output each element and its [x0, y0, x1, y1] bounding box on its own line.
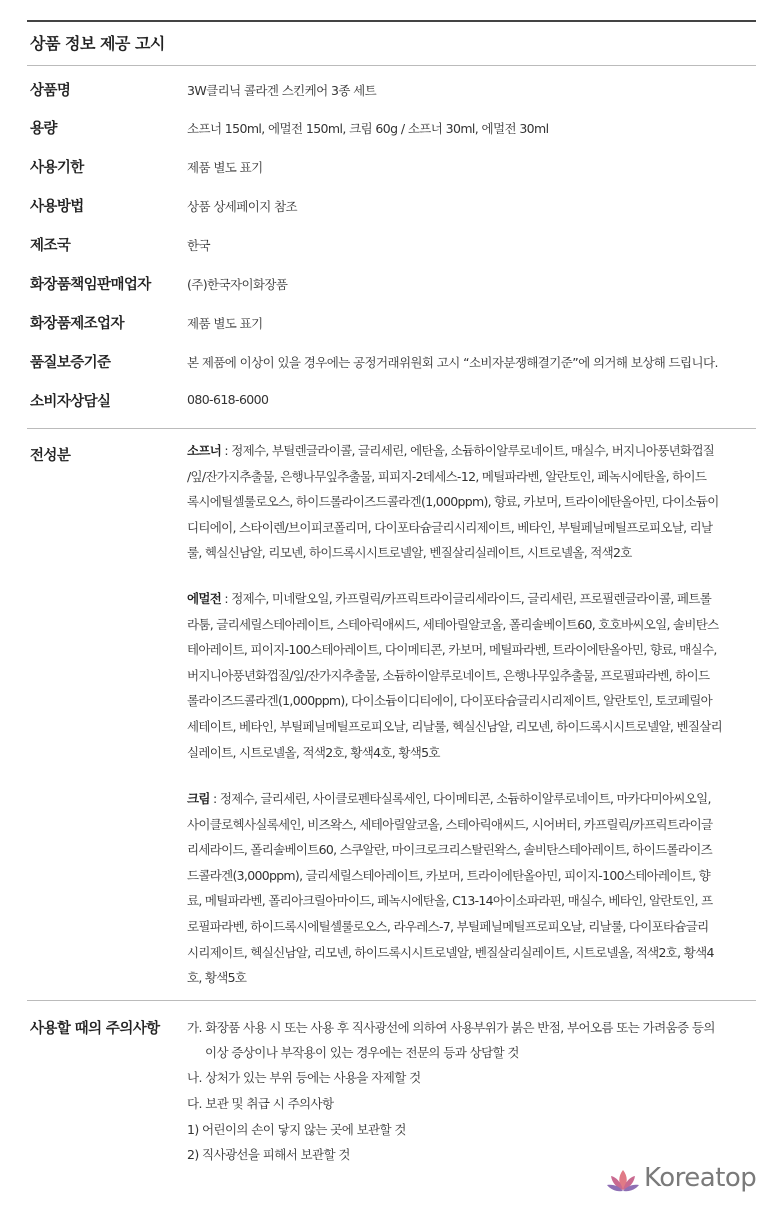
- koreatop-logo: [606, 1163, 776, 1199]
- ingredient-line: 크림 : 정제수, 글리세린, 사이클로펜타실록세인, 다이메티콘, 소듐하이알루로네이트, 마카다미아씨오일,: [187, 791, 711, 806]
- cream-ingredients: [187, 786, 761, 991]
- ingredient-line: 호, 황색5호: [187, 970, 247, 986]
- row-value: 한국: [187, 238, 210, 253]
- caution-line: 다. 보관 및 취급 시 주의사항: [187, 1096, 334, 1111]
- softener-ingredients: [187, 438, 761, 566]
- section-divider: [27, 428, 756, 429]
- ingredient-line: 디티에이, 스타이렌/브이피코폴리머, 다이포타슘글리시리제이트, 베타인, 부틸페닐메틸프로피오날, 리날: [187, 519, 713, 535]
- emulsion-ingredients: [187, 586, 761, 765]
- row-value: 제품 별도 표기: [187, 316, 263, 331]
- ingredient-line: 리세라이드, 폴리솔베이트60, 스쿠알란, 마이크로크리스탈린왁스, 솔비탄스테아레이트, 하이드롤라이즈: [187, 842, 712, 858]
- section-divider: [27, 1000, 756, 1001]
- row-value: 본 제품에 이상이 있을 경우에는 공정거래위원회 고시 “소비자분쟁해결기준”에 의거해 보상해 드립니다.: [187, 355, 718, 370]
- row-label: 소비자상담실: [30, 394, 111, 410]
- caution-line: 1) 어린이의 손이 닿지 않는 곳에 보관할 것: [187, 1122, 406, 1137]
- row-value: (주)한국자이화장품: [187, 277, 288, 292]
- row-label: 화장품책임판매업자: [30, 277, 151, 293]
- ingredients-label: 전성분: [30, 448, 71, 464]
- title-divider: [27, 65, 756, 66]
- row-value: 제품 별도 표기: [187, 160, 263, 175]
- lotus-icon: [606, 1167, 640, 1197]
- ingredient-line: 드콜라겐(3,000ppm), 글리세릴스테아레이트, 카보머, 트라이에탄올아민, 피이지-100스테아레이트, 향: [187, 867, 711, 883]
- caution-line: 2) 직사광선을 피해서 보관할 것: [187, 1147, 350, 1162]
- ingredient-line: 버지니아풍년화껍질/잎/잔가지추출물, 소듐하이알루로네이트, 은행나무잎추출물, 프로필파라벤, 하이드: [187, 667, 710, 683]
- ingredient-line: 에멀전 : 정제수, 미네랄오일, 카프릴릭/카프릭트라이글리세라이드, 글리세린, 프로필렌글라이콜, 페트롤: [187, 591, 712, 606]
- product-info-notice: [27, 0, 756, 1206]
- product-name: 에멀전: [187, 591, 222, 606]
- logo-text: Koreatop: [644, 1163, 757, 1193]
- ingredient-line: 료, 메틸파라벤, 폴리아크릴아마이드, 페녹시에탄올, C13-14아이소파라핀, 매실수, 베타인, 알란토인, 프: [187, 893, 713, 909]
- row-value: 3W클리닉 콜라겐 스킨케어 3종 세트: [187, 83, 377, 98]
- ingredient-line: /잎/잔가지추출물, 은행나무잎추출물, 피피지-2데세스-12, 메틸파라벤, 알란토인, 페녹시에탄올, 하이드: [187, 468, 707, 484]
- row-value: 소프너 150ml, 에멀전 150ml, 크림 60g / 소프너 30ml, 에멀전 30ml: [187, 121, 549, 136]
- cautions-label: 사용할 때의 주의사항: [30, 1021, 160, 1037]
- row-label: 품질보증기준: [30, 355, 111, 371]
- row-label: 사용방법: [30, 199, 84, 215]
- ingredient-line: 로필파라벤, 하이드록시에틸셀룰로오스, 라우레스-7, 부틸페닐메틸프로피오날, 리날룰, 다이포타슘글리: [187, 918, 709, 934]
- row-label: 용량: [30, 121, 57, 137]
- top-divider: [27, 20, 756, 22]
- ingredient-line: 록시에틸셀룰로오스, 하이드롤라이즈드콜라겐(1,000ppm), 향료, 카보머, 트라이에탄올아민, 다이소듐이: [187, 494, 719, 510]
- row-label: 화장품제조업자: [30, 316, 124, 332]
- product-name: 크림: [187, 791, 210, 806]
- ingredient-line: 롤라이즈드콜라겐(1,000ppm), 다이소듐이디티에이, 다이포타슘글리시리제이트, 알란토인, 토코페릴아: [187, 693, 713, 709]
- row-value: 080-618-6000: [187, 392, 269, 407]
- ingredient-line: 라툼, 글리세릴스테아레이트, 스테아릭애씨드, 세테아릴알코올, 폴리솔베이트60, 호호바씨오일, 솔비탄스: [187, 616, 719, 632]
- row-label: 상품명: [30, 83, 71, 99]
- ingredient-line: 룰, 헥실신남알, 리모넨, 하이드록시시트로넬알, 벤질살리실레이트, 시트로넬올, 적색2호: [187, 545, 632, 561]
- row-label: 제조국: [30, 238, 71, 254]
- ingredient-line: 실레이트, 시트로넬올, 적색2호, 황색4호, 황색5호: [187, 744, 440, 760]
- caution-line: 이상 증상이나 부작용이 있는 경우에는 전문의 등과 상담할 것: [205, 1045, 519, 1060]
- page-title: 상품 정보 제공 고시: [30, 34, 165, 53]
- row-label: 사용기한: [30, 160, 84, 176]
- ingredient-line: 시리제이트, 헥실신남알, 리모넨, 하이드록시시트로넬알, 벤질살리실레이트, 시트로넬올, 적색2호, 황색4: [187, 944, 714, 960]
- ingredient-line: 사이클로헥사실록세인, 비즈왁스, 세테아릴알코올, 스테아릭애씨드, 시어버터, 카프릴릭/카프릭트라이글: [187, 816, 713, 832]
- product-name: 소프너: [187, 443, 222, 458]
- caution-line: 나. 상처가 있는 부위 등에는 사용을 자제할 것: [187, 1070, 421, 1085]
- ingredient-line: 소프너 : 정제수, 부틸렌글라이콜, 글리세린, 에탄올, 소듐하이알루로네이트, 매실수, 버지니아풍년화껍질: [187, 443, 715, 458]
- row-value: 상품 상세페이지 참조: [187, 199, 298, 214]
- ingredient-line: 세테이트, 베타인, 부틸페닐메틸프로피오날, 리날룰, 헥실신남알, 리모넨, 하이드록시시트로넬알, 벤질살리: [187, 718, 722, 734]
- ingredient-line: 테아레이트, 피이지-100스테아레이트, 다이메티콘, 카보머, 메틸파라벤, 트라이에탄올아민, 향료, 매실수,: [187, 642, 717, 658]
- caution-line: 가. 화장품 사용 시 또는 사용 후 직사광선에 의하여 사용부위가 붉은 반점, 부어오름 또는 가려움증 등의: [187, 1020, 715, 1035]
